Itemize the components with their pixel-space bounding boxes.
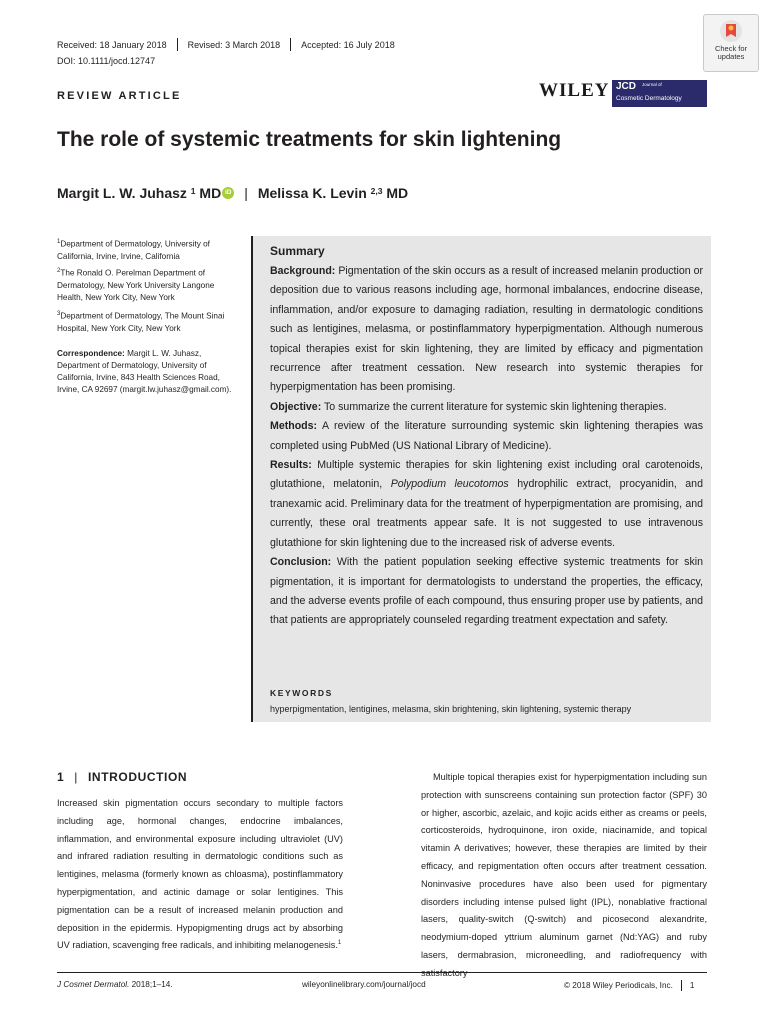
background-text: Pigmentation of the skin occurs as a result of increased melanin production or deposition due to various reasons including age, hormonal imbalances, endocrine disease, inflammation, and/or exposure to damaging radiation, resulting in dermatologic conditions such as lentigines, melasma, or postinflammatory hyperpigmentation. Although numerous topical therapies exist for skin lightening, they are limited by efficacy and pigmentation recurrence after treatment cessation. New research into systemic therapies for hyperpigmentation has been promising. (270, 265, 703, 394)
author-separator: | (244, 185, 248, 201)
citation-ref[interactable]: 1 (337, 940, 342, 947)
journal-name: Cosmetic Dermatology (616, 95, 682, 102)
body-column-right (421, 769, 707, 983)
author-affiliation: 1 (190, 186, 196, 196)
divider (177, 38, 178, 51)
revised-date: Revised: 3 March 2018 (187, 39, 281, 50)
objective-text: To summarize the current literature for systemic skin lightening therapies. (324, 400, 667, 413)
footer-right (564, 980, 694, 991)
author-name: Margit L. W. Juhasz (57, 185, 187, 201)
affiliation-1 (57, 236, 242, 263)
affiliation-3 (57, 308, 242, 335)
methods-label: Methods: (270, 420, 318, 433)
affiliation-number: 3 (57, 311, 61, 317)
affiliation-number: 2 (57, 268, 61, 274)
section-number: 1 (57, 770, 65, 784)
accepted-date: Accepted: 16 July 2018 (301, 39, 395, 50)
footer-rule (57, 972, 707, 973)
footer-copyright: © 2018 Wiley Periodicals, Inc. (564, 981, 673, 990)
footer-url[interactable]: wileyonlinelibrary.com/journal/jocd (302, 980, 426, 989)
summary-text (270, 262, 703, 631)
objective-label: Objective: (270, 400, 322, 413)
results-text-cont: hydrophilic extract, procyanidin, and tranexamic acid. Preliminary data for the treatment of hyperpigmentation are promising, and currently, these oral treatments appear safe. It is not suggested to use intravenous glutathione for skin lightening due to the increased risk of adverse events. (270, 478, 703, 549)
correspondence-label: Correspondence: (57, 349, 125, 358)
journal-abbr: JCD (616, 81, 637, 92)
conclusion-text: With the patient population seeking effective systemic treatments for skin pigmentation, it is important for dermatologists to understand the properties, the efficacy, and the adverse events profile of each compound, thus ensuring proper use by patients, and that patients are appropriately counseled regarding treatment expectation and safety. (270, 556, 703, 627)
check-for-updates-button[interactable] (703, 14, 759, 72)
affiliation-text: Department of Dermatology, University of California, Irvine, Irvine, California (57, 239, 210, 261)
check-updates-label: Check for updates (714, 44, 748, 61)
body-paragraph: Multiple topical therapies exist for hyperpigmentation including sun protection with sunscreens containing sun protection factor (SPF) 30 or higher, ascorbic, azelaic, and kojic acids either as creams or peels, corticosteroids, hydroquinone, iron oxide, niacinamide, and topical vitamin A derivatives; however, these therapies are limited by their efficacy, and repigmentation often occurs after treatment cessation. Noninvasive procedures have also been used for pigmentary disorders including intense pulsed light (IPL), nonablative fractional lasers, quality-switch (Q-switch) and picosecond alexandrite, neodymium-doped yttrium aluminum garnet (Nd:YAG) and ruby lasers, dermabrasion, microneedling, and radiofrequency with (421, 772, 707, 960)
section-heading (57, 770, 187, 784)
methods-text: A review of the literature surrounding systemic skin lightening therapies was completed using PubMed (US National Library of Medicine). (270, 420, 703, 452)
body-column-left (57, 795, 343, 955)
section-separator: | (74, 770, 78, 784)
orcid-icon[interactable]: iD (222, 187, 234, 199)
check-updates-icon (719, 19, 743, 43)
affiliation-text: Department of Dermatology, The Mount Sinai Hospital, New York City, New York (57, 311, 225, 333)
page-number: 1 (689, 981, 695, 990)
section-title: INTRODUCTION (88, 770, 188, 784)
journal-logo (612, 80, 707, 107)
abstract-box (251, 236, 711, 722)
results-label: Results: (270, 459, 312, 472)
results-italic: Polypodium leucotomos (390, 478, 509, 491)
journal-small: Journal of (642, 82, 662, 87)
footer-journal: J Cosmet Dermatol. (57, 980, 130, 989)
summary-heading: Summary (270, 244, 325, 258)
author-list (57, 185, 408, 201)
correspondence (57, 348, 242, 396)
author-name: Melissa K. Levin (257, 185, 367, 201)
correspondence-text: Margit L. W. Juhasz, Department of Dermatology, University of California, Irvine, 843 Health Sciences Road, Irvine, CA 92697 (margit.lw.juhasz@gmail.com). (57, 349, 232, 394)
article-title: The role of systemic treatments for skin lightening (57, 128, 562, 151)
received-date: Received: 18 January 2018 (57, 39, 167, 50)
affiliation-text: The Ronald O. Perelman Department of Dermatology, New York University Langone Health, New York City, New York (57, 268, 215, 302)
affiliation-number: 1 (57, 239, 61, 245)
affiliation-2 (57, 265, 242, 304)
divider (290, 38, 291, 51)
doi[interactable]: DOI: 10.1111/jocd.12747 (57, 56, 156, 66)
footer-volume: 2018;1–14. (131, 980, 173, 989)
author-degree: MD (386, 185, 409, 201)
author-degree: MD (199, 185, 222, 201)
keywords-list: hyperpigmentation, lentigines, melasma, skin brightening, skin lightening, systemic therapy (270, 704, 632, 714)
body-paragraph: Increased skin pigmentation occurs secondary to multiple factors including age, hormonal changes, endocrine imbalances, inflammation, and environmental exposure including ultraviolet (UV) and infrared radiation resulting in dermatologic conditions such as lentigines, melasma (formerly known as chloasma), postinflammatory hyperpigmentation, and actinic damage or solar lentigines. This pigmentation can be a result of increased melanin production and deposition in the epidermis. Hypopigmenting drugs act by absorbing UV radiation, scavenging free radicals, and inhibiting melanogenesis. (57, 798, 343, 951)
results-text: Multiple systemic therapies for skin lightening exist including oral carotenoids, glutathione, melatonin, (270, 459, 703, 491)
author-affiliation: 2,3 (370, 186, 383, 196)
conclusion-label: Conclusion: (270, 556, 332, 569)
publisher-logo: WILEY (539, 80, 610, 101)
article-dates (57, 38, 395, 51)
divider (681, 980, 682, 991)
footer-citation (57, 980, 173, 989)
keywords-heading: KEYWORDS (270, 688, 333, 698)
article-type: REVIEW ARTICLE (57, 90, 182, 102)
background-label: Background: (270, 265, 336, 277)
